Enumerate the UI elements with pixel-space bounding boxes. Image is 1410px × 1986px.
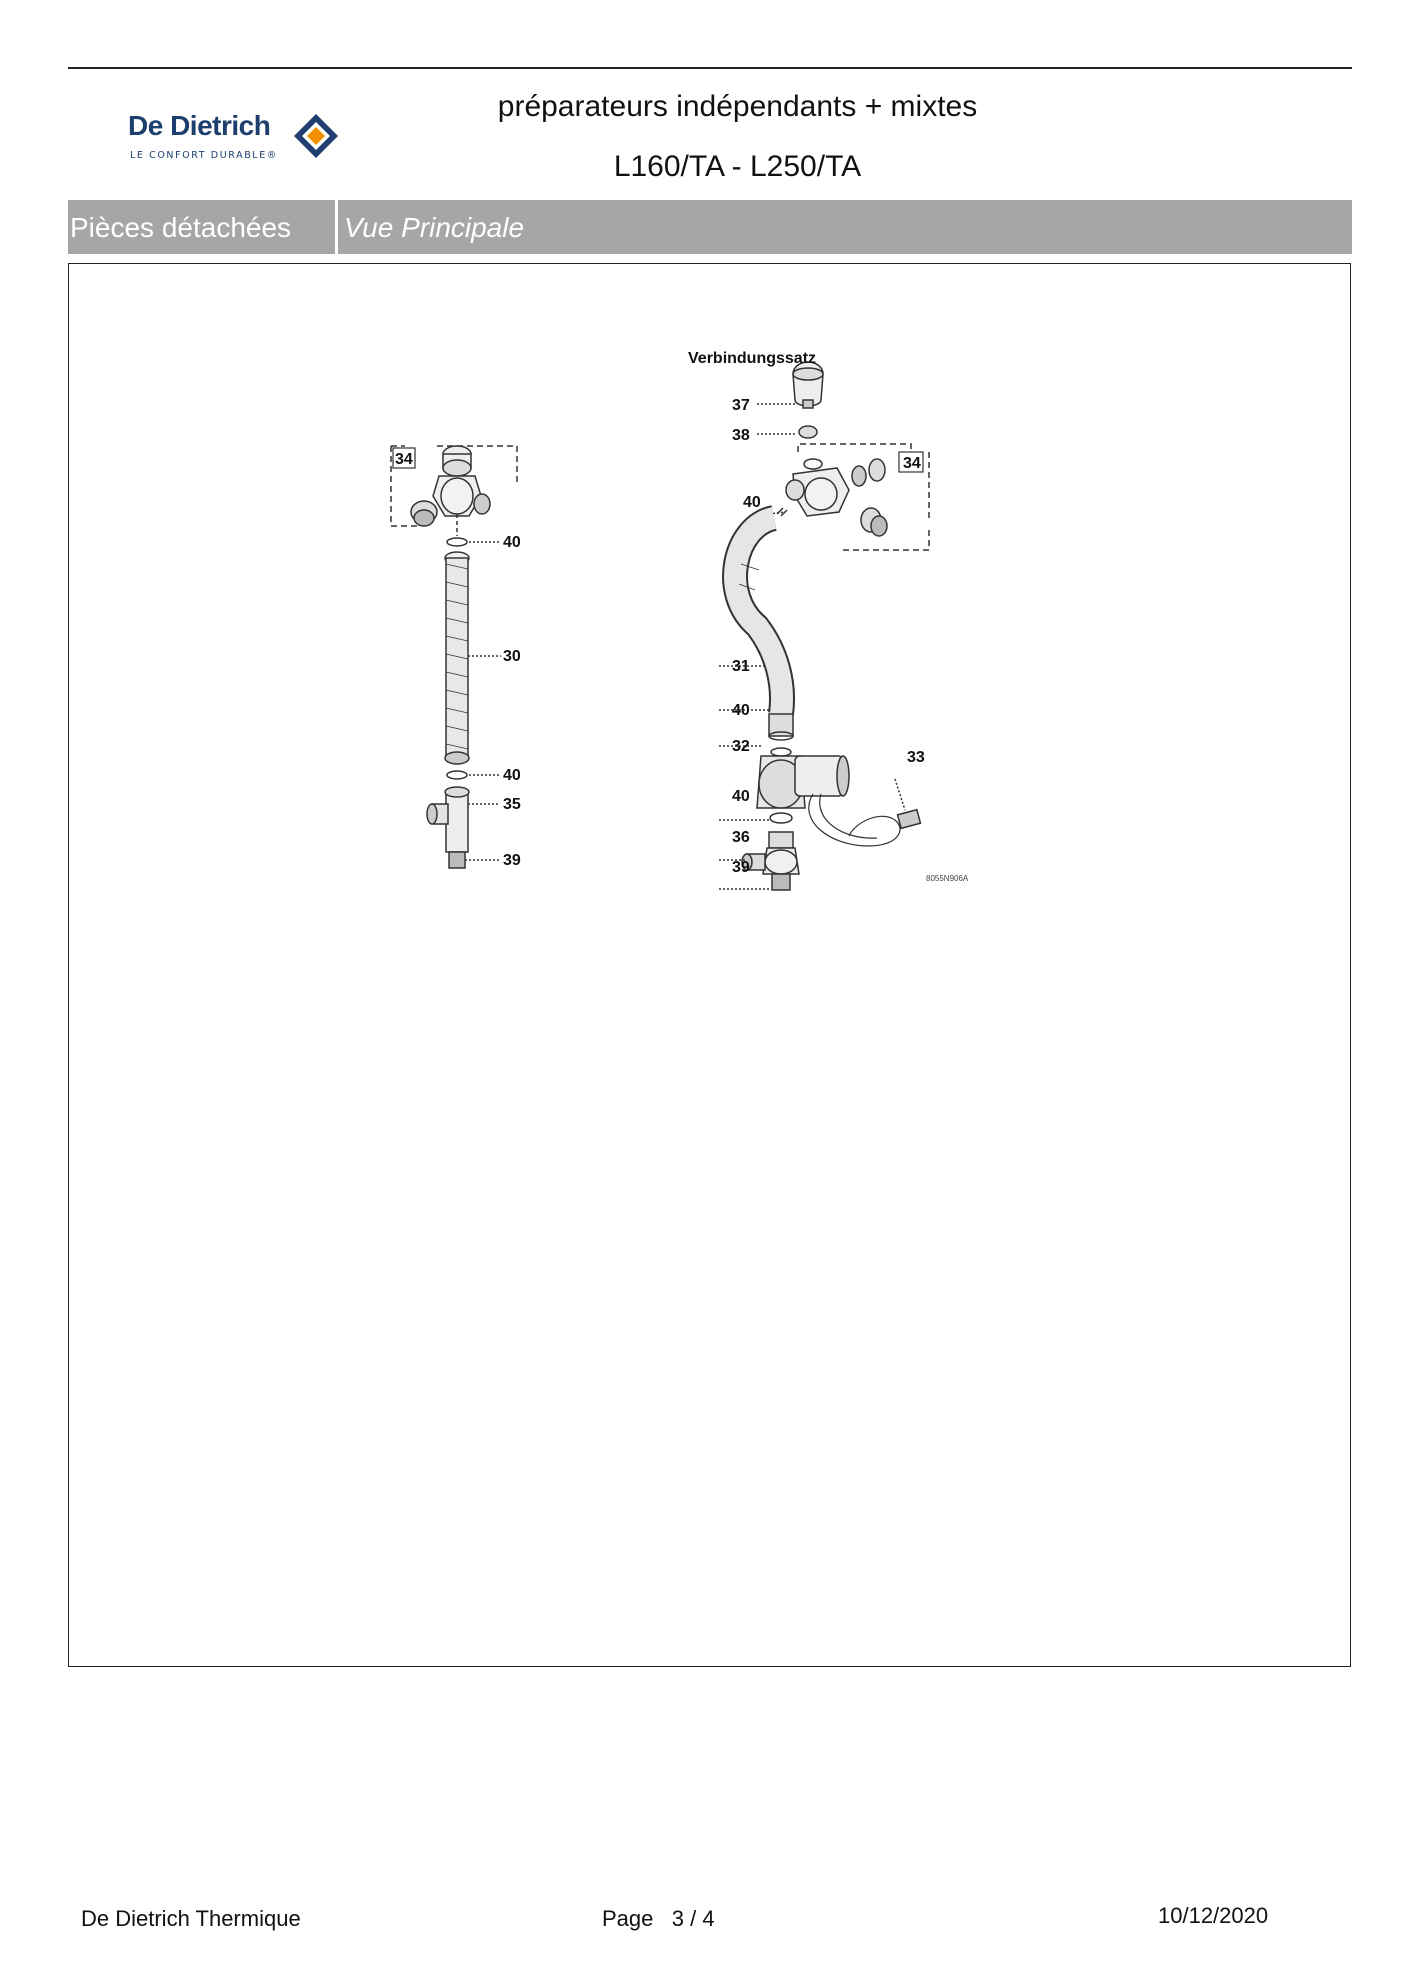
diagram-reference: 8055N906A [926, 874, 969, 883]
page-label: Page [602, 1906, 654, 1931]
callout-label: 40 [732, 788, 750, 805]
document-title: préparateurs indépendants + mixtes [497, 90, 978, 123]
callout-label: 37 [732, 397, 750, 414]
callout-label: 40 [503, 534, 521, 551]
callout-label: 40 [503, 767, 521, 784]
page-current: 3 [671, 1906, 684, 1931]
parts-diagram [69, 264, 1350, 1666]
top-rule [68, 67, 1352, 69]
callout-label: 33 [907, 749, 925, 766]
callout-label: 35 [503, 796, 521, 813]
callout-label: 34 [395, 451, 413, 468]
diamond-logo-icon [293, 113, 339, 159]
callout-label: 34 [903, 455, 921, 472]
brand-tagline: LE CONFORT DURABLE® [130, 150, 278, 161]
section-bar [68, 200, 1352, 254]
section-divider [335, 200, 338, 254]
document-subtitle: L160/TA - L250/TA [613, 150, 862, 183]
callout-label: 39 [503, 852, 521, 869]
footer-company: De Dietrich Thermique [81, 1906, 301, 1931]
brand-logo [128, 110, 378, 170]
footer-date: 10/12/2020 [1158, 1903, 1269, 1928]
diagram-frame [68, 263, 1351, 1667]
callout-label: 31 [732, 658, 750, 675]
callout-label: 40 [732, 702, 750, 719]
callout-label: 40 [743, 494, 761, 511]
callout-label: 30 [503, 648, 521, 665]
callout-label: 36 [732, 829, 750, 846]
page-total: 4 [702, 1906, 715, 1931]
view-label: Vue Principale [344, 212, 525, 243]
callout-label: 39 [732, 859, 750, 876]
callout-label: 32 [732, 738, 750, 755]
footer-page-number [602, 1906, 715, 1932]
section-label: Pièces détachées [70, 212, 292, 243]
brand-name: De Dietrich [128, 110, 271, 141]
diagram-heading: Verbindungssatz [688, 350, 817, 367]
page-separator: / [690, 1906, 697, 1931]
callout-label: 38 [732, 427, 750, 444]
